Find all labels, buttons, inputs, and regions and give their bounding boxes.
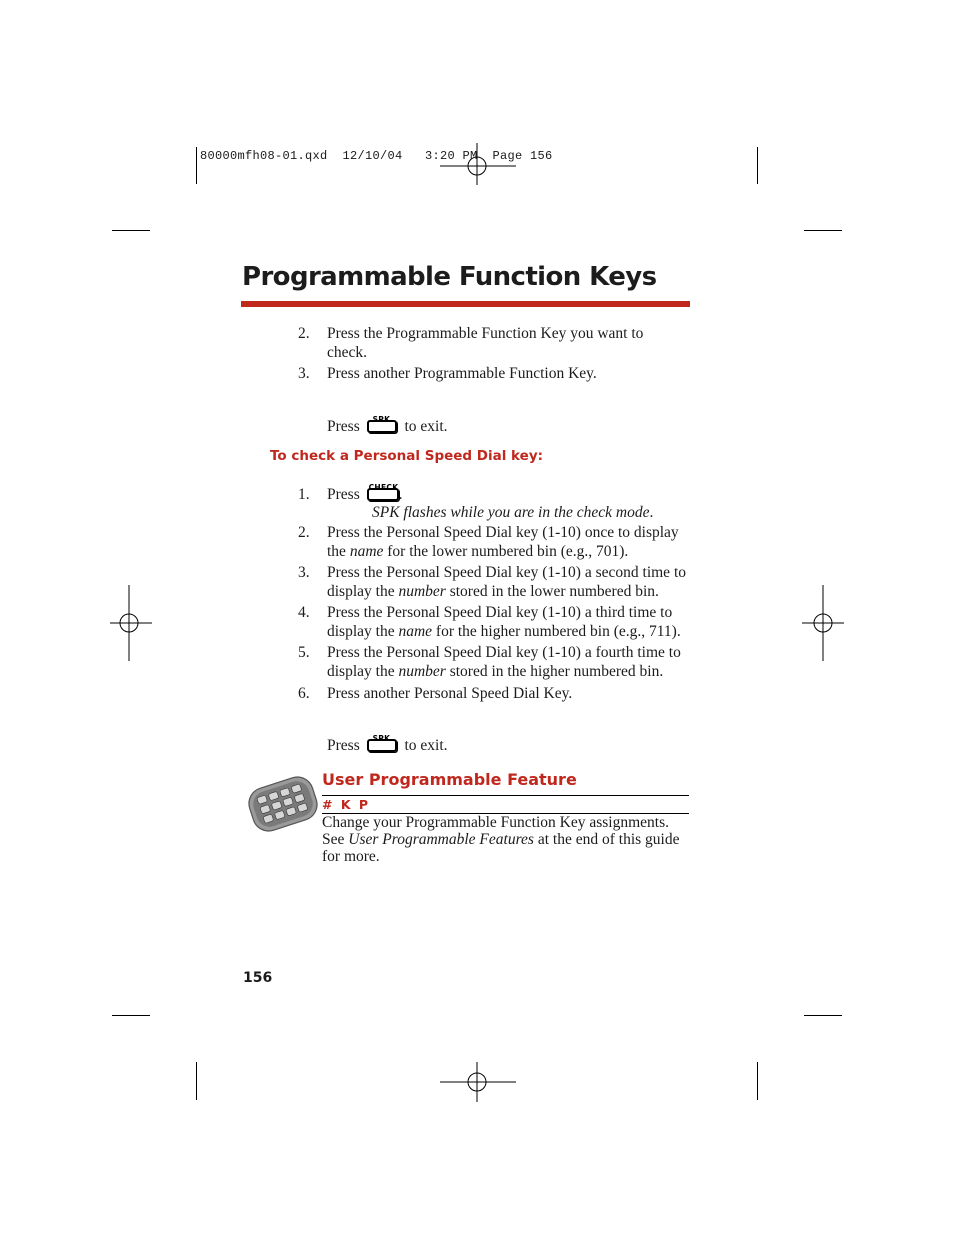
- registration-mark-left: [110, 585, 152, 661]
- spk-key-icon: [367, 415, 397, 433]
- press-label: Press: [327, 486, 360, 503]
- list-item: Press another Programmable Function Key.: [327, 365, 597, 382]
- crop-mark: [196, 1062, 197, 1100]
- note-text: SPK flashes while you are in the check mode: [372, 504, 650, 521]
- crop-mark: [757, 147, 758, 184]
- crop-mark: [196, 147, 197, 184]
- feature-code: # K P: [322, 797, 371, 812]
- keypad-icon: [244, 772, 322, 836]
- list-item-number: 2.: [298, 325, 310, 342]
- page-number: 156: [243, 970, 273, 986]
- list-item-number: 2.: [298, 524, 310, 541]
- emphasis: User Programmable Features: [348, 831, 534, 848]
- feature-rule-top: [322, 795, 689, 796]
- key-label: SPK: [372, 734, 391, 743]
- registration-mark-bottom: [440, 1062, 516, 1102]
- crop-mark: [757, 1062, 758, 1100]
- check-key-icon: [367, 483, 399, 501]
- press-label: Press: [327, 737, 360, 754]
- text-run: Change your Programmable Function Key assignments. See: [322, 814, 669, 848]
- print-slug: 80000mfh08-01.qxd 12/10/04 3:20 PM Page 156: [200, 149, 553, 163]
- text-run: Press the Personal Speed Dial key (1-10) once to display the: [327, 524, 679, 560]
- emphasis: number: [398, 663, 446, 680]
- exit-instruction: [327, 417, 692, 436]
- list-item-number: 4.: [298, 604, 310, 621]
- emphasis: name: [349, 543, 384, 560]
- list-item-number: 3.: [298, 564, 310, 581]
- list-item: [327, 643, 692, 681]
- section-subhead: To check a Personal Speed Dial key:: [270, 448, 544, 464]
- text-run: at the end of this guide for more.: [322, 831, 680, 865]
- spk-key-icon: [367, 734, 397, 752]
- text-run: for the higher numbered bin (e.g., 711).: [432, 623, 681, 640]
- text-run: for the lower numbered bin (e.g., 701).: [383, 543, 629, 560]
- text-run: Press the Personal Speed Dial key (1-10) a second time to display the: [327, 564, 686, 600]
- press-label: Press: [327, 418, 360, 435]
- emphasis: name: [398, 623, 433, 640]
- exit-instruction: [327, 736, 692, 755]
- list-item: [327, 603, 692, 641]
- list-item: Press another Personal Speed Dial Key.: [327, 685, 573, 702]
- page-title: Programmable Function Keys: [242, 262, 657, 292]
- text-run: Press the Personal Speed Dial key (1-10) a third time to display the: [327, 604, 673, 640]
- crop-mark: [112, 1015, 150, 1016]
- list-item: Press the Programmable Function Key you want to check.: [327, 325, 644, 361]
- feature-title: User Programmable Feature: [322, 770, 577, 789]
- text-run: stored in the lower numbered bin.: [445, 583, 659, 600]
- registration-mark-right: [802, 585, 844, 661]
- list-item: [327, 563, 692, 601]
- list-item-number: 1.: [298, 486, 310, 503]
- text-run: Press the Personal Speed Dial key (1-10) a fourth time to display the: [327, 644, 681, 680]
- list-item-number: 3.: [298, 365, 310, 382]
- list-item-number: 6.: [298, 685, 310, 702]
- feature-description: [322, 814, 690, 865]
- emphasis: number: [398, 583, 446, 600]
- crop-mark: [112, 230, 150, 231]
- crop-mark: [804, 230, 842, 231]
- text-run: stored in the higher numbered bin.: [445, 663, 664, 680]
- title-rule: [241, 301, 690, 307]
- key-label: SPK: [372, 415, 391, 424]
- key-label: CHECK: [368, 483, 399, 492]
- exit-label: to exit.: [404, 737, 448, 754]
- list-item-note: SPK flashes while you are in the check mode.: [372, 504, 654, 521]
- list-item-number: 5.: [298, 644, 310, 661]
- list-item: Press CHECK .: [327, 485, 692, 504]
- list-item: [327, 523, 692, 561]
- exit-label: to exit.: [404, 418, 448, 435]
- crop-mark: [804, 1015, 842, 1016]
